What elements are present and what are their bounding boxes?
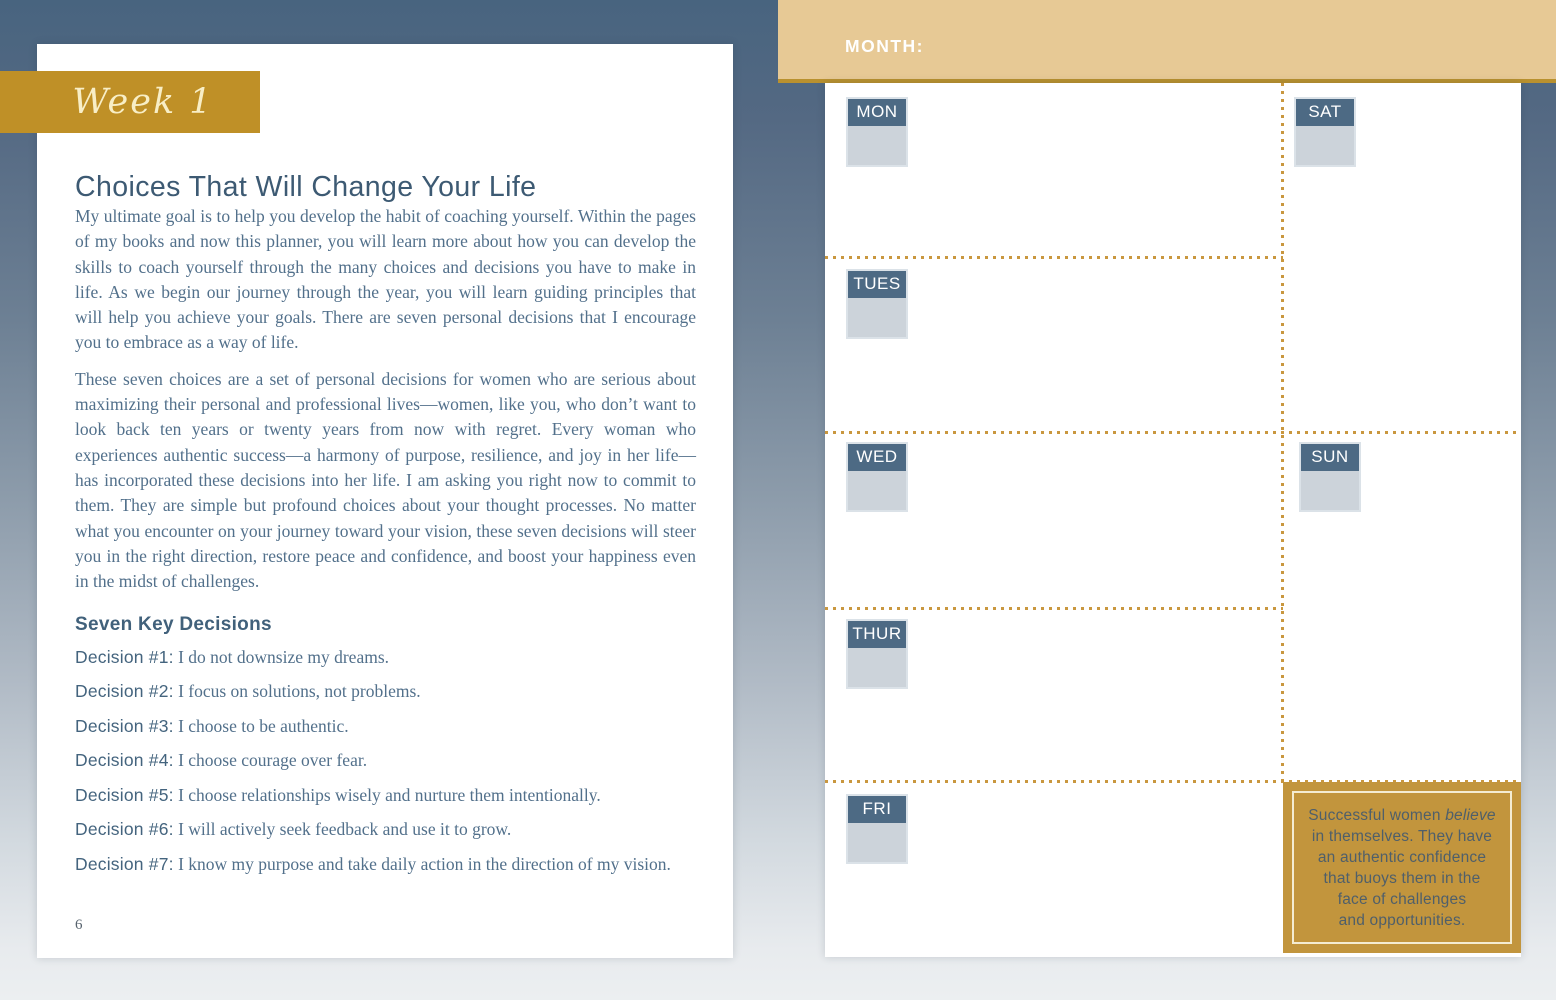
day-label-sat: SAT [1294, 97, 1356, 126]
decision-label: Decision #3: [75, 715, 174, 736]
decision-text: I choose courage over fear. [178, 750, 368, 771]
day-cell-thursday [846, 619, 908, 689]
decision-item-3 [75, 715, 696, 737]
decision-item-1 [75, 646, 696, 668]
day-square [1299, 471, 1361, 512]
decision-item-6 [75, 818, 696, 840]
decision-text: I will actively seek feedback and use it to grow. [178, 819, 512, 840]
calendar-page [825, 83, 1521, 957]
decision-label: Decision #2: [75, 681, 174, 702]
day-label-tues: TUES [846, 269, 908, 298]
day-cell-friday [846, 794, 908, 864]
quote-line: in themselves. They have [1311, 827, 1493, 845]
decision-item-4 [75, 749, 696, 771]
quote-line: Successful women believe [1308, 806, 1496, 824]
decision-text: I choose to be authentic. [178, 715, 349, 736]
decision-label: Decision #1: [75, 646, 174, 667]
day-square [846, 471, 908, 512]
day-cell-sunday [1299, 442, 1361, 512]
quote-inner-border [1292, 791, 1512, 944]
decisions-heading: Seven Key Decisions [75, 614, 272, 636]
left-page [37, 44, 733, 958]
quote-box [1283, 782, 1521, 953]
day-label-fri: FRI [846, 794, 908, 823]
quote-text [1308, 805, 1495, 931]
day-square [1294, 126, 1356, 167]
week-label: Week 1 [72, 82, 214, 122]
month-label: MONTH: [845, 36, 924, 56]
day-cell-monday [846, 97, 908, 167]
wed-thur-divider-dotted-line [825, 607, 1283, 610]
quote-line: that buoys them in the [1323, 869, 1481, 887]
mon-tues-divider-dotted-line [825, 256, 1283, 259]
day-square [846, 823, 908, 864]
page-number: 6 [75, 917, 83, 933]
quote-line: face of challenges [1337, 890, 1467, 908]
decision-item-2 [75, 680, 696, 702]
day-label-thur: THUR [846, 619, 908, 648]
quote-italic-word: believe [1445, 806, 1496, 824]
quote-line: an authentic confidence [1317, 848, 1487, 866]
day-square [846, 648, 908, 689]
decision-text: I choose relationships wisely and nurture them intentionally. [178, 784, 601, 805]
decision-label: Decision #6: [75, 819, 174, 840]
day-cell-saturday [1294, 97, 1356, 167]
day-label-mon: MON [846, 97, 908, 126]
decision-label: Decision #7: [75, 853, 174, 874]
day-label-wed: WED [846, 442, 908, 471]
decision-text: I do not downsize my dreams. [178, 646, 390, 667]
decision-item-7 [75, 853, 696, 875]
day-cell-wednesday [846, 442, 908, 512]
day-label-sun: SUN [1299, 442, 1361, 471]
quote-line: and opportunities. [1338, 911, 1466, 929]
decision-label: Decision #4: [75, 750, 174, 771]
week-banner [0, 71, 260, 133]
day-square [846, 298, 908, 339]
intro-paragraph: My ultimate goal is to help you develop the habit of coaching yourself. Within the pages of my books and now this planner, you will learn more about how you can develop the skills to coach yourself through the many choices and decisions you have to make in life. As we begin our journey through the year, you will learn guiding principles that will help you achieve your goals. There are seven personal decisions that I encourage you to embrace as a way of life. [75, 206, 696, 353]
decision-label: Decision #5: [75, 784, 174, 805]
month-banner [778, 0, 1556, 83]
body-text-column [75, 204, 696, 887]
decision-item-5 [75, 784, 696, 806]
day-square [846, 126, 908, 167]
tues-wed-sat-sun-divider-dotted-line [825, 431, 1521, 434]
page-title: Choices That Will Change Your Life [75, 171, 537, 204]
second-paragraph: These seven choices are a set of personal decisions for women who are serious about maximizing their personal and professional lives—women, like you, who don’t want to look back ten years or twenty years from now with regret. Every woman who experiences authentic success—a harmony of purpose, resilience, and joy in her life—has incorporated these decisions into her life. I am asking you right now to commit to them. They are simple but profound choices about your thought processes. No matter what you encounter on your journey toward your vision, these seven decisions will steer you in the right direction, restore peace and confidence, and boost your happiness even in the midst of challenges. [75, 368, 696, 592]
decision-text: I know my purpose and take daily action in the direction of my vision. [178, 853, 671, 874]
decision-text: I focus on solutions, not problems. [178, 681, 421, 702]
day-cell-tuesday [846, 269, 908, 339]
